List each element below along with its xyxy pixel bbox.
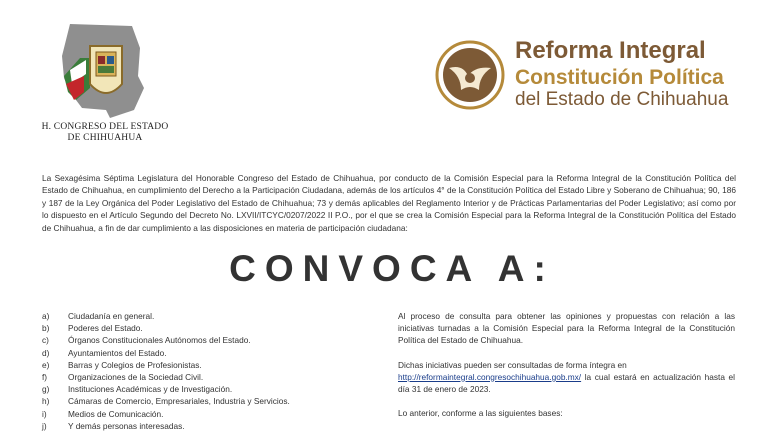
congress-name-line1: H. CONGRESO DEL ESTADO xyxy=(41,122,169,132)
bases-intro: Lo anterior, conforme a las siguientes bases: xyxy=(398,408,563,419)
list-letter: f) xyxy=(42,372,48,383)
list-item xyxy=(42,383,372,395)
consultation-details xyxy=(398,310,735,431)
reform-title: Reforma Integral xyxy=(515,37,706,64)
consultation-link-paragraph xyxy=(398,359,735,396)
reform-subtitle-state: del Estado de Chihuahua xyxy=(515,89,729,110)
list-letter: d) xyxy=(42,347,50,358)
list-text: Ayuntamientos del Estado. xyxy=(68,347,167,358)
list-text: Ciudadanía en general. xyxy=(68,311,155,321)
list-letter: e) xyxy=(42,359,50,370)
intro-paragraph: La Sexagésima Séptima Legislatura del Honorable Congreso del Estado de Chihuahua, por conducto de la Comisión Especial para la Reforma Integral de la Constitución Política del Estado de Chihuahua, en cumplimiento del Derecho a la Participación Ciudadana, además de los artículos 4° de la Constitución Política del Estado Libre y Soberano de Chihuahua; 90, 186 y 187 de la Ley Orgánica del Poder Legislativo del Estado de Chihuahua; 73 y demás aplicables del Reglamento Interior y de Prácticas Parlamentarias del Poder Legislativo; así como por lo dispuesto en el Artículo Segundo del Decreto No. LXVII/ITCYC/0207/2022 II P.O., por el que se crea la Comisión Especial para la Reforma Integral de la Constitución Política del Estado de Chihuahua, a fin de dar cumplimiento a las disposiciones en materia de participación ciudadana: xyxy=(42,173,736,233)
list-item xyxy=(42,347,372,359)
list-item xyxy=(42,420,372,432)
link-outro-text: la cual estará en actualización hasta el día 31 de enero de 2023. xyxy=(398,371,735,395)
reform-subtitle-constitution: Constitución Política xyxy=(515,66,724,89)
convoca-heading: CONVOCA A: xyxy=(229,248,555,289)
list-text: Y demás personas interesadas. xyxy=(68,420,185,431)
list-text: Barras y Colegios de Profesionistas. xyxy=(68,359,202,370)
list-text: Instituciones Académicas y de Investigación. xyxy=(68,384,233,395)
list-letter: j) xyxy=(42,420,47,431)
list-item xyxy=(42,395,372,407)
list-text: Organizaciones de la Sociedad Civil. xyxy=(68,372,204,383)
list-letter: h) xyxy=(42,396,50,407)
list-item xyxy=(42,310,372,322)
list-item xyxy=(42,359,372,371)
list-text: Cámaras de Comercio, Empresariales, Industria y Servicios. xyxy=(68,396,290,407)
list-item xyxy=(42,334,372,346)
consultation-purpose: Al proceso de consulta para obtener las opiniones y propuestas con relación a las iniciativas turnadas a la Comisión Especial para la Reforma Integral de la Constitución Política del Estado de Chihuahua. xyxy=(398,311,735,346)
congress-name xyxy=(30,122,180,144)
list-item xyxy=(42,408,372,420)
list-letter: b) xyxy=(42,323,50,334)
list-letter: a) xyxy=(42,311,50,321)
list-item xyxy=(42,371,372,383)
list-text: Órganos Constitucionales Autónomos del Estado. xyxy=(68,335,251,346)
invitee-list xyxy=(42,310,372,432)
list-item xyxy=(42,322,372,334)
reform-website-link[interactable]: http://reformaintegral.congresochihuahua.gob.mx/ xyxy=(398,371,582,382)
congress-name-line2: DE CHIHUAHUA xyxy=(67,133,143,143)
link-intro-text: Dichas iniciativas pueden ser consultadas de forma íntegra en xyxy=(398,359,627,370)
reform-emblem-icon xyxy=(435,40,505,110)
list-letter: c) xyxy=(42,335,49,346)
list-text: Medios de Comunicación. xyxy=(68,408,164,419)
list-text: Poderes del Estado. xyxy=(68,323,143,334)
list-letter: i) xyxy=(42,408,47,419)
list-letter: g) xyxy=(42,384,50,395)
